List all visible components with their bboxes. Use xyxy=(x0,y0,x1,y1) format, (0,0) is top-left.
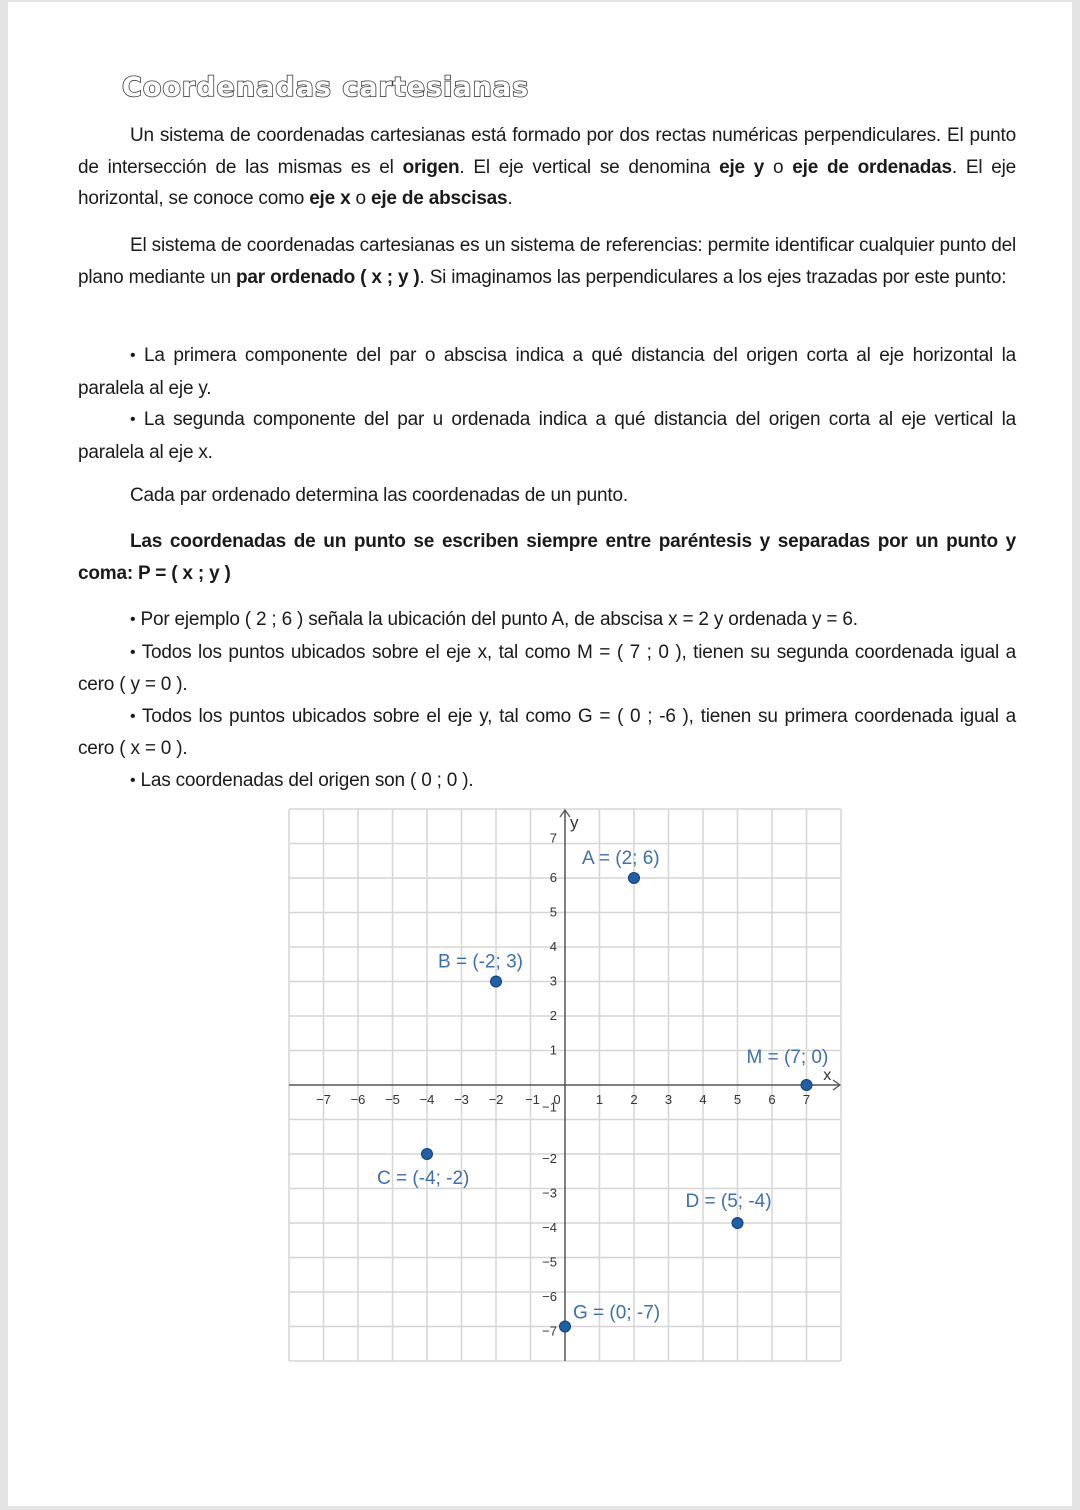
x-tick-label: 0 xyxy=(553,1092,561,1107)
list-item: • Por ejemplo ( 2 ; 6 ) señala la ubicación del punto A, de abscisa x = 2 y ordenada y = 6. xyxy=(130,609,858,630)
y-tick-label: −4 xyxy=(542,1220,557,1235)
y-tick-label: 1 xyxy=(549,1042,557,1058)
paragraph-notation-rule: Las coordenadas de un punto se escriben siempre entre paréntesis y separadas por un punto y coma: P = ( x ; y ) xyxy=(78,531,1016,584)
list-item: • Todos los puntos ubicados sobre el eje x, tal como M = ( 7 ; 0 ), tienen su segunda coordenada igual a cero ( y = 0 ). xyxy=(78,641,1016,695)
x-tick-label: −5 xyxy=(385,1092,400,1107)
x-tick-label: 3 xyxy=(664,1092,673,1107)
x-axis-label: x xyxy=(823,1067,832,1084)
x-tick-label: 7 xyxy=(802,1092,811,1107)
x-tick-label: 4 xyxy=(699,1092,707,1107)
list-item: • Todos los puntos ubicados sobre el eje y, tal como G = ( 0 ; -6 ), tienen su primera coordenada igual a cero ( x = 0 ). xyxy=(78,705,1016,759)
x-tick-label: 1 xyxy=(595,1092,604,1107)
x-tick-label: −4 xyxy=(419,1092,435,1107)
paragraph-reference-system: El sistema de coordenadas cartesianas es un sistema de referencias: permite identificar cualquier punto del plano mediante un par ordenado ( x ; y ). Si imaginamos las perpendiculares a los ejes trazadas por este punto: xyxy=(78,235,1016,288)
x-tick-label: −7 xyxy=(316,1092,331,1107)
point-b xyxy=(491,976,502,987)
y-tick-label: 6 xyxy=(549,870,557,885)
point-label-g: G = (0; -7) xyxy=(573,1302,661,1324)
x-tick-label: 5 xyxy=(733,1092,742,1107)
y-tick-label: 4 xyxy=(549,939,557,954)
x-tick-label: 6 xyxy=(768,1092,776,1107)
y-tick-label: 7 xyxy=(549,830,557,846)
point-m xyxy=(801,1080,812,1091)
y-tick-label: −5 xyxy=(542,1254,557,1270)
y-tick-label: −3 xyxy=(542,1185,557,1201)
page-title: Coordenadas cartesianas xyxy=(122,72,530,103)
paragraph-ordered-pair: Cada par ordenado determina las coordenadas de un punto. xyxy=(130,485,628,506)
point-label-c: C = (-4; -2) xyxy=(377,1168,470,1189)
x-tick-label: −2 xyxy=(488,1092,504,1107)
x-tick-label: 2 xyxy=(630,1092,638,1107)
list-item: • Las coordenadas del origen son ( 0 ; 0 ). xyxy=(130,769,474,791)
y-axis-label: y xyxy=(570,812,579,832)
point-c xyxy=(422,1149,433,1160)
x-tick-label: −3 xyxy=(454,1092,469,1107)
list-item: • La primera componente del par o abscisa indica a qué distancia del origen corta al eje horizontal la paralela al eje y. xyxy=(78,345,1016,399)
y-tick-label: −1 xyxy=(542,1099,557,1115)
point-label-a: A = (2; 6) xyxy=(582,848,660,869)
list-item: • La segunda componente del par u ordenada indica a qué distancia del origen corta al eje vertical la paralela al eje x. xyxy=(78,409,1016,463)
x-tick-label: −6 xyxy=(350,1092,366,1107)
point-a xyxy=(629,873,640,884)
y-tick-label: 5 xyxy=(549,904,557,920)
point-g xyxy=(560,1321,571,1332)
y-tick-label: −7 xyxy=(542,1323,557,1339)
point-label-d: D = (5; -4) xyxy=(685,1191,772,1212)
point-label-m: M = (7; 0) xyxy=(746,1047,829,1068)
y-tick-label: −2 xyxy=(542,1151,557,1166)
x-tick-label: −1 xyxy=(525,1092,540,1107)
point-d xyxy=(732,1218,743,1229)
y-tick-label: −6 xyxy=(542,1289,557,1304)
point-label-b: B = (-2; 3) xyxy=(438,951,523,973)
y-tick-label: 2 xyxy=(549,1008,557,1023)
y-tick-label: 3 xyxy=(549,973,557,989)
paragraph-intro: Un sistema de coordenadas cartesianas está formado por dos rectas numéricas perpendiculares. El punto de intersección de las mismas es el origen. El eje vertical se denomina eje y o eje de ordenadas. El eje horizontal, se conoce como eje x o eje de abscisas. xyxy=(78,125,1016,209)
